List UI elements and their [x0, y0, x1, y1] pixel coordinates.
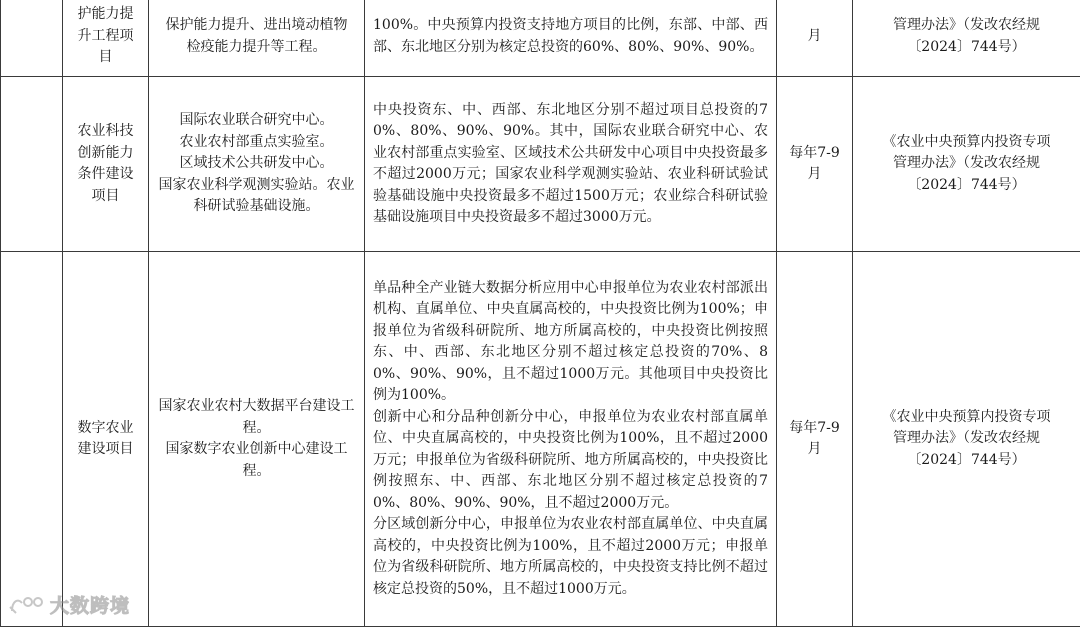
investment-standard-cell-line: 单品种全产业链大数据分析应用中心申报单位为农业农村部派出机构、直属单位、中央直属高校的，中央投资比例为100%；申报单位为省级科研院所、地方所属高校的，中央投资比例按照东、中、西部、东北地区分别不超过核定总投资的70%、80%、90%、90%，且不超过1000万元。其他项目中央投资比例为100%。	[373, 278, 768, 407]
watermark	[8, 591, 130, 618]
policy-basis-cell	[853, 252, 1080, 627]
project-category-cell-line: 项目	[69, 186, 142, 208]
project-category-cell-line: 数字农业	[69, 418, 142, 440]
investment-standard-cell-line: 创新中心和分品种创新分中心，申报单位为农业农村部直属单位、中央直属高校的，中央投资比例为100%，且不超过2000万元；申报单位为省级科研院所、地方所属高校的，中央投资比例按照东、中、西部、东北地区分别不超过核定总投资的70%、80%、90%、90%，且不超过2000万元。	[373, 407, 768, 515]
table-row	[1, 0, 1080, 77]
construction-content-cell-line: 国家农业科学观测实验站。农业科研试验基础设施。	[155, 175, 358, 218]
construction-content-cell-line: 国家数字农业创新中心建设工程。	[155, 439, 358, 482]
construction-content-cell	[149, 252, 365, 627]
project-category-cell	[63, 77, 149, 252]
table-row	[1, 77, 1080, 252]
construction-content-cell-line: 国际农业联合研究中心。	[155, 110, 358, 132]
construction-content-cell	[149, 77, 365, 252]
investment-standard-cell-line: 100%。中央预算内投资支持地方项目的比例，东部、中部、西部、东北地区分别为核定总投资的60%、80%、90%、90%。	[373, 15, 768, 58]
policy-basis-cell-line: 《农业中央预算内投资专项	[859, 407, 1074, 429]
construction-content-cell-line: 国家农业农村大数据平台建设工程。	[155, 396, 358, 439]
policy-basis-cell-line: 《农业中央预算内投资专项	[859, 132, 1074, 154]
policy-basis-cell-line: 管理办法》（发改农经规	[859, 15, 1074, 37]
investment-standard-cell-line: 中央投资东、中、西部、东北地区分别不超过项目总投资的70%、80%、90%、90%。其中，国际农业联合研究中心、农业农村部重点实验室、区域技术公共研发中心项目中央投资最多不超过2000万元；国家农业科学观测实验站、农业科研试验试验基础设施中央投资最多不超过1500万元；农业综合科研试验基础设施项目中央投资最多不超过3000万元。	[373, 100, 768, 229]
application-time-cell	[777, 77, 853, 252]
construction-content-cell-line: 检疫能力提升等工程。	[155, 37, 358, 59]
investment-standard-cell	[365, 77, 777, 252]
investment-standard-cell	[365, 252, 777, 627]
application-time-cell-line: 月	[783, 26, 846, 48]
policy-basis-cell	[853, 0, 1080, 77]
construction-content-cell-line: 农业农村部重点实验室。	[155, 132, 358, 154]
table-body	[1, 0, 1080, 627]
investment-standard-cell	[365, 0, 777, 77]
project-category-cell-line: 农业科技	[69, 121, 142, 143]
project-category-cell-line: 目	[69, 47, 142, 69]
project-category-cell-line: 升工程项	[69, 26, 142, 48]
watermark-text: 大数跨境	[50, 591, 130, 618]
construction-content-cell	[149, 0, 365, 77]
construction-content-cell-line: 保护能力提升、进出境动植物	[155, 15, 358, 37]
construction-content-cell-line: 区域技术公共研发中心。	[155, 153, 358, 175]
policy-basis-cell	[853, 77, 1080, 252]
row-spacer-cell	[1, 252, 63, 627]
application-time-cell	[777, 252, 853, 627]
row-spacer-cell	[1, 0, 63, 77]
investment-standard-cell-line: 分区域创新分中心，申报单位为农业农村部直属单位、中央直属高校的，中央投资比例为100%，且不超过2000万元；申报单位为省级科研院所、地方所属高校的，中央投资支持比例不超过核定总投资的50%，且不超过1000万元。	[373, 514, 768, 600]
table-row	[1, 252, 1080, 627]
project-category-cell-line: 建设项目	[69, 439, 142, 461]
row-spacer-cell	[1, 77, 63, 252]
application-time-cell-line: 月	[783, 439, 846, 461]
project-category-cell-line: 条件建设	[69, 164, 142, 186]
project-category-cell-line: 护能力提	[69, 4, 142, 26]
project-category-cell-line: 创新能力	[69, 143, 142, 165]
application-time-cell-line: 每年7-9	[783, 418, 846, 440]
application-time-cell	[777, 0, 853, 77]
policy-basis-cell-line: 〔2024〕744号）	[859, 450, 1074, 472]
project-category-cell	[63, 252, 149, 627]
application-time-cell-line: 月	[783, 164, 846, 186]
policy-basis-cell-line: 管理办法》（发改农经规	[859, 428, 1074, 450]
policy-basis-cell-line: 管理办法》（发改农经规	[859, 153, 1074, 175]
project-category-cell	[63, 0, 149, 77]
policy-basis-cell-line: 〔2024〕744号）	[859, 37, 1074, 59]
policy-basis-cell-line: 〔2024〕744号）	[859, 175, 1074, 197]
brand-logo-icon	[8, 595, 46, 615]
application-time-cell-line: 每年7-9	[783, 143, 846, 165]
